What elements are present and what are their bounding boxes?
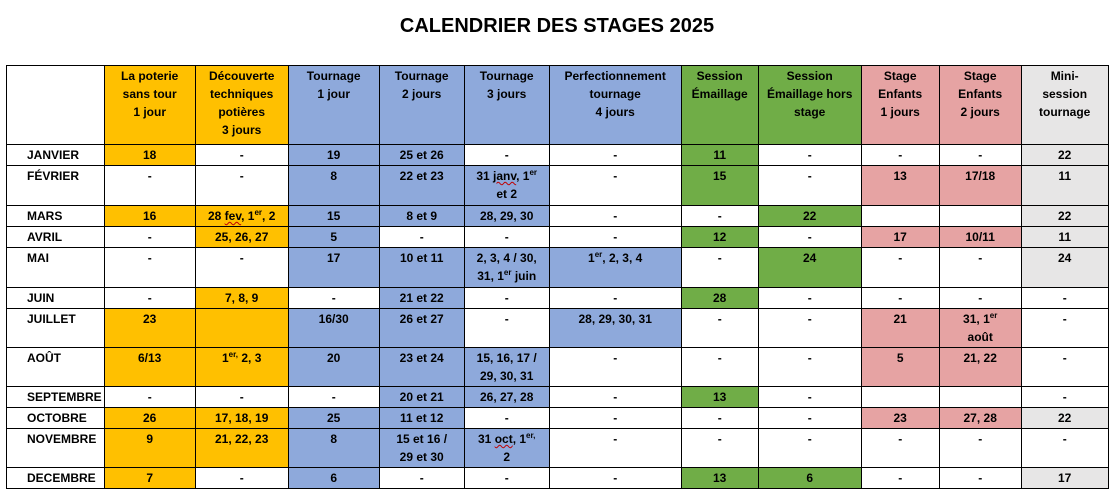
table-cell: 13: [681, 387, 758, 408]
table-cell: -: [1021, 309, 1108, 348]
table-cell: 27, 28: [939, 408, 1021, 429]
table-cell: -: [104, 248, 195, 288]
table-cell: -: [195, 145, 288, 166]
table-cell: 21: [861, 309, 939, 348]
table-cell: 22: [1021, 145, 1108, 166]
table-cell: $1^{er,}$ 2, 3: [195, 348, 288, 387]
table-cell: [195, 309, 288, 348]
table-cell: 19: [288, 145, 379, 166]
table-cell: 31, 1er août: [939, 309, 1021, 348]
table-cell: 17: [1021, 468, 1108, 489]
table-cell: 31 janv, 1er et 2: [464, 166, 549, 206]
table-cell: -: [1021, 429, 1108, 468]
table-row: [7, 408, 1109, 429]
table-row: [7, 248, 1109, 288]
table-cell: -: [681, 248, 758, 288]
table-cell: -: [758, 166, 861, 206]
table-cell: -: [549, 288, 681, 309]
table-cell: 15 et 16 / 29 et 30: [379, 429, 464, 468]
table-cell: 28, 29, 30: [464, 206, 549, 227]
table-cell: 13: [861, 166, 939, 206]
table-cell: 22 et 23: [379, 166, 464, 206]
table-cell: 22: [1021, 206, 1108, 227]
corner-cell: [7, 66, 105, 145]
stages-calendar-table: [6, 65, 1109, 489]
table-cell: 9: [104, 429, 195, 468]
table-cell: -: [758, 348, 861, 387]
table-cell: 22: [758, 206, 861, 227]
table-row: [7, 429, 1109, 468]
month-label: FÉVRIER: [7, 166, 105, 206]
column-header: Stage Enfants 1 jours: [861, 66, 939, 145]
table-cell: -: [758, 288, 861, 309]
table-cell: 21, 22, 23: [195, 429, 288, 468]
table-cell: 28 fev, 1er, 2: [195, 206, 288, 227]
table-row: [7, 227, 1109, 248]
table-cell: 1er, 2, 3, 4: [549, 248, 681, 288]
table-cell: 5: [861, 348, 939, 387]
column-header: Stage Enfants 2 jours: [939, 66, 1021, 145]
table-cell: -: [195, 387, 288, 408]
table-cell: [939, 206, 1021, 227]
table-cell: 15: [681, 166, 758, 206]
table-cell: -: [939, 145, 1021, 166]
column-header: Tournage 3 jours: [464, 66, 549, 145]
table-cell: 12: [681, 227, 758, 248]
column-header: Tournage 1 jour: [288, 66, 379, 145]
table-row: [7, 348, 1109, 387]
table-cell: 26: [104, 408, 195, 429]
table-cell: 6: [758, 468, 861, 489]
table-cell: -: [681, 348, 758, 387]
table-cell: -: [549, 206, 681, 227]
table-cell: -: [1021, 348, 1108, 387]
table-cell: -: [861, 248, 939, 288]
table-row: [7, 387, 1109, 408]
table-cell: -: [549, 166, 681, 206]
table-cell: 21, 22: [939, 348, 1021, 387]
table-cell: -: [549, 348, 681, 387]
month-label: AOÛT: [7, 348, 105, 387]
table-cell: 11: [1021, 227, 1108, 248]
table-cell: -: [681, 309, 758, 348]
table-cell: -: [681, 429, 758, 468]
table-cell: -: [681, 408, 758, 429]
table-cell: -: [464, 468, 549, 489]
table-cell: -: [861, 468, 939, 489]
table-cell: -: [681, 206, 758, 227]
month-label: MAI: [7, 248, 105, 288]
table-cell: 17: [861, 227, 939, 248]
table-cell: -: [195, 248, 288, 288]
table-cell: -: [288, 387, 379, 408]
month-label: AVRIL: [7, 227, 105, 248]
table-cell: 25, 26, 27: [195, 227, 288, 248]
table-cell: -: [758, 145, 861, 166]
table-row: [7, 206, 1109, 227]
month-label: JUILLET: [7, 309, 105, 348]
table-row: [7, 166, 1109, 206]
column-header: Session Émaillage: [681, 66, 758, 145]
table-cell: 11: [1021, 166, 1108, 206]
table-cell: -: [549, 227, 681, 248]
table-cell: -: [939, 288, 1021, 309]
table-cell: 17, 18, 19: [195, 408, 288, 429]
column-header: Session Émaillage hors stage: [758, 66, 861, 145]
table-cell: 7, 8, 9: [195, 288, 288, 309]
table-cell: 23 et 24: [379, 348, 464, 387]
table-row: [7, 145, 1109, 166]
table-cell: 16: [104, 206, 195, 227]
table-cell: -: [464, 309, 549, 348]
table-cell: -: [195, 468, 288, 489]
table-cell: -: [379, 468, 464, 489]
table-cell: -: [861, 145, 939, 166]
table-cell: -: [104, 288, 195, 309]
table-cell: 16/30: [288, 309, 379, 348]
month-label: DECEMBRE: [7, 468, 105, 489]
page-title: CALENDRIER DES STAGES 2025: [399, 15, 715, 37]
header-row: [7, 66, 1109, 145]
month-label: OCTOBRE: [7, 408, 105, 429]
table-cell: -: [195, 166, 288, 206]
table-cell: 23: [861, 408, 939, 429]
table-cell: [861, 387, 939, 408]
month-label: SEPTEMBRE: [7, 387, 105, 408]
month-label: JUIN: [7, 288, 105, 309]
table-cell: -: [758, 227, 861, 248]
table-cell: -: [939, 468, 1021, 489]
table-cell: 6: [288, 468, 379, 489]
table-cell: 23: [104, 309, 195, 348]
column-header: Perfectionnement tournage 4 jours: [549, 66, 681, 145]
table-cell: -: [104, 166, 195, 206]
table-cell: -: [861, 288, 939, 309]
table-cell: -: [464, 145, 549, 166]
table-cell: -: [1021, 387, 1108, 408]
table-cell: 8 et 9: [379, 206, 464, 227]
table-cell: 31 oct, $1^{er,}$ 2: [464, 429, 549, 468]
table-cell: -: [758, 387, 861, 408]
table-cell: -: [104, 227, 195, 248]
table-row: [7, 468, 1109, 489]
table-cell: -: [549, 145, 681, 166]
table-cell: -: [758, 309, 861, 348]
column-header: Mini- session tournage: [1021, 66, 1108, 145]
table-cell: 13: [681, 468, 758, 489]
table-cell: -: [939, 248, 1021, 288]
table-cell: 18: [104, 145, 195, 166]
table-row: [7, 309, 1109, 348]
table-cell: 20: [288, 348, 379, 387]
column-header: La poterie sans tour 1 jour: [104, 66, 195, 145]
table-cell: 11: [681, 145, 758, 166]
table-cell: 10 et 11: [379, 248, 464, 288]
table-cell: 25 et 26: [379, 145, 464, 166]
table-cell: 7: [104, 468, 195, 489]
table-cell: 8: [288, 166, 379, 206]
table-cell: 15, 16, 17 / 29, 30, 31: [464, 348, 549, 387]
table-cell: [861, 206, 939, 227]
table-cell: 28, 29, 30, 31: [549, 309, 681, 348]
table-cell: -: [1021, 288, 1108, 309]
table-cell: -: [861, 429, 939, 468]
table-cell: -: [549, 387, 681, 408]
table-cell: -: [104, 387, 195, 408]
table-cell: -: [379, 227, 464, 248]
table-cell: -: [464, 227, 549, 248]
table-cell: 24: [758, 248, 861, 288]
table-cell: 17/18: [939, 166, 1021, 206]
table-cell: -: [288, 288, 379, 309]
table-cell: 5: [288, 227, 379, 248]
month-label: NOVEMBRE: [7, 429, 105, 468]
table-cell: 15: [288, 206, 379, 227]
table-cell: -: [758, 408, 861, 429]
table-cell: 2, 3, 4 / 30, 31, 1er juin: [464, 248, 549, 288]
table-cell: -: [549, 468, 681, 489]
table-cell: 28: [681, 288, 758, 309]
month-label: MARS: [7, 206, 105, 227]
table-cell: 21 et 22: [379, 288, 464, 309]
table-cell: 24: [1021, 248, 1108, 288]
table-cell: 25: [288, 408, 379, 429]
table-cell: -: [758, 429, 861, 468]
table-row: [7, 288, 1109, 309]
column-header: Découverte techniques potières 3 jours: [195, 66, 288, 145]
table-cell: 10/11: [939, 227, 1021, 248]
table-cell: 26 et 27: [379, 309, 464, 348]
month-label: JANVIER: [7, 145, 105, 166]
table-cell: 11 et 12: [379, 408, 464, 429]
table-cell: 22: [1021, 408, 1108, 429]
table-cell: 6/13: [104, 348, 195, 387]
table-cell: 26, 27, 28: [464, 387, 549, 408]
table-cell: [939, 387, 1021, 408]
table-cell: 17: [288, 248, 379, 288]
table-cell: 8: [288, 429, 379, 468]
table-cell: 20 et 21: [379, 387, 464, 408]
column-header: Tournage 2 jours: [379, 66, 464, 145]
table-cell: -: [549, 408, 681, 429]
table-cell: -: [939, 429, 1021, 468]
table-cell: -: [549, 429, 681, 468]
table-cell: -: [464, 408, 549, 429]
table-cell: -: [464, 288, 549, 309]
